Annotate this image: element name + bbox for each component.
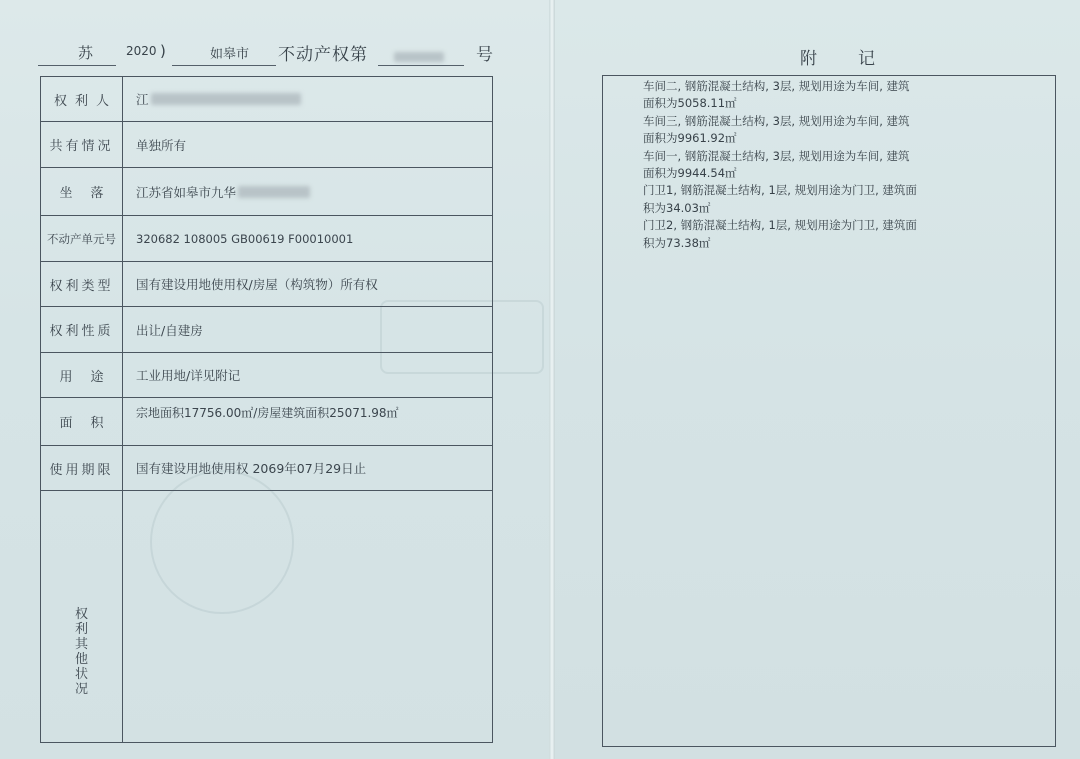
row-label: 面积 <box>41 398 123 445</box>
underline <box>38 65 116 66</box>
appendix-notes <box>643 78 1043 252</box>
owner-redacted <box>151 93 301 105</box>
table-row-location <box>41 168 492 216</box>
table-row-co-ownership <box>41 122 492 168</box>
city-name: 如皋市 <box>210 47 250 62</box>
table-row-owner <box>41 77 492 122</box>
row-label: 权利类型 <box>41 262 123 306</box>
row-value: 出让/自建房 <box>136 322 203 338</box>
cert-suffix: 号 <box>476 45 494 65</box>
label-char: 况 <box>74 681 88 697</box>
paren-close: ) <box>160 42 166 60</box>
location-redacted <box>238 186 310 198</box>
note-line: 车间一, 钢筋混凝土结构, 3层, 规划用途为车间, 建筑 <box>643 148 910 163</box>
underline <box>172 65 276 66</box>
note-line: 积为73.38㎡ <box>643 235 711 250</box>
label-char: 权 <box>74 606 88 622</box>
appendix-box <box>602 75 1056 747</box>
province-abbr: 苏 <box>78 44 94 62</box>
row-label: 权利性质 <box>41 307 123 352</box>
table-row-term <box>41 446 492 491</box>
row-value: 单独所有 <box>136 137 187 153</box>
row-value: 宗地面积17756.00㎡/房屋建筑面积25071.98㎡ <box>136 406 399 420</box>
row-value: 工业用地/详见附记 <box>136 368 241 383</box>
row-label: 使用期限 <box>41 446 123 490</box>
row-label: 权利人 <box>41 77 123 121</box>
cert-year: 2020 <box>126 44 157 58</box>
row-value <box>136 77 301 121</box>
note-line: 车间三, 钢筋混凝土结构, 3层, 规划用途为车间, 建筑 <box>643 113 910 128</box>
note-line: 面积为9944.54㎡ <box>643 166 737 181</box>
table-row-area <box>41 398 492 446</box>
row-label: 用途 <box>41 353 123 397</box>
label-char: 他 <box>74 651 88 667</box>
table-row-usage <box>41 353 492 398</box>
note-line: 积为34.03㎡ <box>643 200 711 215</box>
label-char: 其 <box>74 636 88 652</box>
row-label: 共有情况 <box>41 122 123 167</box>
row-label: 坐落 <box>41 168 123 215</box>
table-row-right-type <box>41 262 492 307</box>
appendix-title-char: 附 <box>800 49 817 69</box>
table-row-other <box>41 491 492 742</box>
location-value: 江苏省如皋市九华 <box>136 184 237 200</box>
note-line: 面积为9961.92㎡ <box>643 131 737 146</box>
cert-prefix: 不动产权第 <box>278 45 368 65</box>
note-line: 门卫2, 钢筋混凝土结构, 1层, 规划用途为门卫, 建筑面 <box>643 218 917 233</box>
row-value: 320682 108005 GB00619 F00010001 <box>136 231 354 246</box>
note-line: 面积为5058.11㎡ <box>643 96 737 111</box>
row-label: 不动产单元号 <box>41 216 123 261</box>
property-table <box>40 76 493 743</box>
note-line: 车间二, 钢筋混凝土结构, 3层, 规划用途为车间, 建筑 <box>643 79 910 93</box>
row-value: 国有建设用地使用权 2069年07月29日止 <box>136 461 367 476</box>
appendix-title-char: 记 <box>858 49 875 69</box>
book-spine <box>549 0 555 759</box>
table-row-unit-number <box>41 216 492 262</box>
certificate-header <box>38 36 508 66</box>
label-char: 状 <box>74 666 88 682</box>
underline <box>378 65 464 66</box>
note-line: 门卫1, 钢筋混凝土结构, 1层, 规划用途为门卫, 建筑面 <box>643 183 917 198</box>
other-rights-label <box>41 491 123 742</box>
table-row-right-nature <box>41 307 492 353</box>
label-char: 利 <box>74 621 88 637</box>
row-value: 国有建设用地使用权/房屋（构筑物）所有权 <box>136 277 378 292</box>
owner-value: 江 <box>136 92 149 107</box>
row-value <box>136 168 310 215</box>
